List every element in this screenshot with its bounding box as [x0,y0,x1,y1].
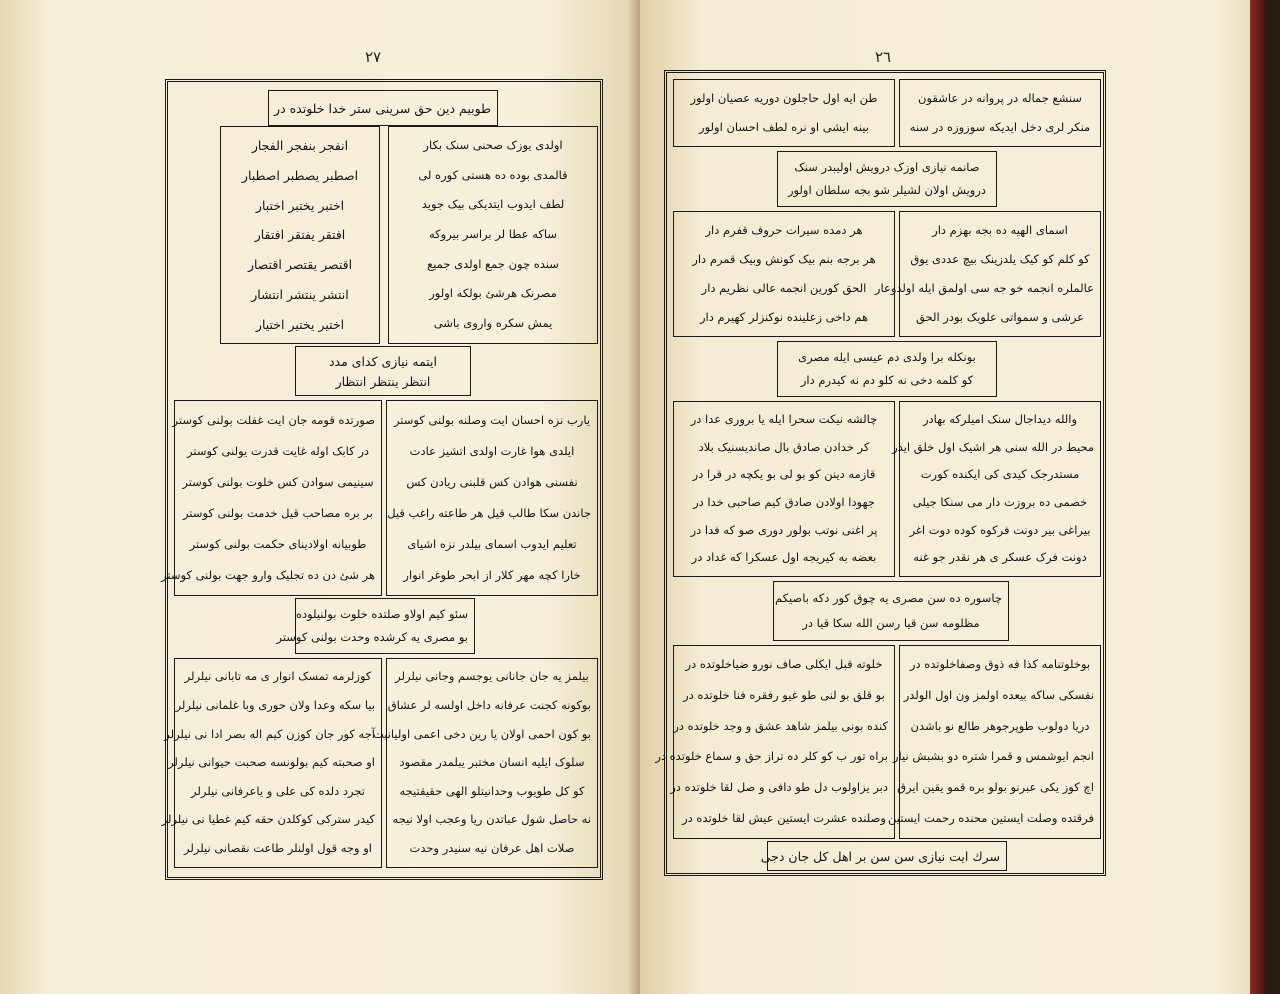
verse-line: اختبر یختبر اختبار [255,197,345,213]
column-right-cell [388,126,598,344]
text-frame [161,79,603,880]
verse-line: والله دیداجال سنک امیلرکه بهادر [922,411,1078,426]
verse-line: نه حاصل شول عباتدن ریا وعجب اولا نیجه [392,812,591,827]
column-right-cell [899,79,1101,147]
verse-line: قازمه دینن کو بو لی بو یکچه در قرا در [692,467,876,482]
verse-line: طن ایه اول حاجلون دوریه عصیان اولور [690,90,878,105]
verse-line: مظلومه سن قیا رسن الله سکا قیا در [802,615,980,630]
verse-line: طوبیم دین حق سرینی ستر خدا خلوتده در [274,100,491,116]
verse-line: اسمای الهیه ده بجه بهزم دار [932,222,1068,237]
page-number: ٢٦ [875,48,892,66]
verse-line: بعضه به کیریجه اول عسکرا که غداد در [691,550,877,565]
verse-line: بو قلق بو لنی طو غیو رفقره فنا خلوتده در [683,688,885,703]
verse-line: وصلنده عشرت ایستین عیش لقا خلوتده در [682,810,886,825]
verse-line: درویش اولان لشیلر شو بجه سلطان اولور [787,182,987,197]
verse-line: انجم ایوشمس و قمرا شتره دو بشبش نیار [892,749,1094,764]
verse-line: براه تور ب کو کلر ده تراز حق و سماع خلوتده در [655,749,888,764]
verse-line: هر دمده سیرات حروف قفرم دار [705,222,863,237]
verse-line: یمش سکره واروی باشی [433,316,553,331]
column-right-cell [372,658,598,868]
verse-line: الحق کورین انجمه عالی نظریم دار [701,280,867,295]
verse-line: دریا دولوب طوپرجوهر طالع نو باشدن [910,718,1090,733]
verse-line: بو مصری یه کرشده وحدت بولنی کوستر [276,629,468,644]
column-left-cell [673,211,895,337]
verse-line: کر خدادن صادق بال صاندیسنیک بلاد [698,439,870,454]
verse-line: خارا کچه مهر کلار از ابحر طوغر انوار [403,567,581,582]
verse-line: صورتده قومه جان ایت غفلت بولنی کوستر [172,412,375,427]
verse-line: سنشع جماله در پروانه در عاشقون [918,90,1082,105]
verse-line: هم داخی زعلینده نوکنزلر کهیرم دار [699,309,869,324]
verse-line: اولدی یوزک صحنی سنک بکار [423,137,563,152]
verse-line: چالشه نیکت سحرا ایله یا بروری عدا در [690,411,878,426]
header-cell [268,90,498,126]
verse-line: بیلمز یه جان جانانی یوجسم وجانی نیلرلر [395,669,589,684]
verse-line: بوکونه کجنت عرفانه داخل اولسه لر عشاق [387,697,591,712]
verse-line: ایتمه نیازی کدای مدد [328,353,438,369]
verse-line: دبر یزاولوب دل طو دافی و صل لقا خلوتده در [670,780,888,795]
column-right-cell [888,645,1101,839]
verse-line: سرك ایت نیازی سن سن بر اهل کل جان دجی [760,848,1000,864]
verse-line: انتظر ینتظر انتظار [335,373,431,389]
verse-line: او صحبته کیم بولونسه صحبت حیوانی نیلرلر [168,755,375,770]
verse-line: فرقتده وصلت ایستین محنده رحمت ایستین [888,810,1094,825]
verse-line: کو کلمه دخی نه کلو دم نه کیدرم دار [800,372,974,387]
column-right-cell [892,401,1101,577]
verse-line: کوزلرمه تمسک انوار ی مه تابانی نیلرلر [184,669,372,684]
verse-line: هر برجه بنم بیک کونش وبیک قمرم دار [692,251,876,266]
column-left-cell [220,126,380,344]
verse-line: لطف ایدوب ایتدیکی بیک جوید [421,197,565,212]
verse-line: اقتصر یقتصر اقتصار [247,257,353,273]
verse-line: دونت فرک عسکر ی هر نقدر جو غنه [913,550,1087,565]
center-box [295,346,471,396]
verse-line: اصطبر یصطبر اصطبار [241,168,359,184]
column-left-cell [673,401,895,577]
verse-line: سئو کیم اولاو صلتده خلوت بولنیلوده [295,606,468,621]
verse-line: کو کلم کو کیک یلدزینک بیچ عددی یوق [910,251,1090,266]
center-box [276,598,475,654]
verse-line: عرشی و سمواتی علویک بودر الحق [915,309,1085,324]
verse-line: کو کل طویوب وحدانیتلو الهی حقیقتیجه [399,783,585,798]
verse-line: بینه ایشی او نره لطف احسان اولور [699,119,869,134]
verse-line: انتشر ینتشر انتشار [251,286,349,302]
verse-line: یارب نزه احسان ایت وصلنه بولنی کوستر [393,412,591,427]
verse-line: هر شئ دن ده تجلیک وارو جهت بولنی کوستر [161,567,375,582]
verse-line: منکر لری دخل ایدیکه سوزوزه در سنه [909,119,1091,134]
verse-line: جاندن سکا طالب قیل هر طاعته راغب قیل [387,505,591,520]
verse-line: سنده چون جمع اولدی جمیع [427,256,559,271]
verse-line: محیط در الله سنی هر اشیک اول خلق ایدر [892,439,1094,454]
center-box [773,581,1009,641]
verse-line: ایلدی هوا غارت اولدی اتشیز عادت [409,443,575,458]
verse-line: تجرد دلده کی علی و یاعرفانی نیلرلر [191,783,365,798]
verse-line: افتقر یفتقر افتقار [254,227,346,243]
verse-line: پر اغنی نوتب بولور دوری صو که فدا در [690,522,878,537]
verse-line: بیراغی بیر دونت فرکوه کوده دوت اغر [909,522,1091,537]
verse-line: خصمی ده بروزت دار می سنکا جیلی [912,494,1088,509]
page-number: ٢٧ [365,48,382,66]
column-left-cell [673,79,895,147]
column-right-cell [386,400,598,596]
verse-line: انفجر بنفجر الفجار [251,138,349,154]
verse-line: چاسوره ده سن مصری یه چوق کور دکه باصیکم [774,590,1002,605]
verse-line: عالملره انجمه خو جه سی اولمق ایله اولدوعار [874,280,1094,295]
column-left-cell [161,400,382,596]
verse-line: اچ کوز یکی عبرنو بولو بره قمو یقین ایرق [897,780,1094,795]
verse-line: کیدر سترکی کوکلدن حقه کیم غطیا نی نیلرلر [161,812,375,827]
verse-line: اختیر یختیر اختیار [255,316,345,332]
verse-line: مستدرجک کیدی کی ایکنده کورت [920,467,1080,482]
verse-line: کنده بونی بیلمز شاهد عشق و وجد خلوتده در [673,718,888,733]
verse-line: جهودا اولادن صادق کیم صاحبی خدا در [693,494,875,509]
text-frame [655,70,1106,876]
column-left-cell [161,658,382,868]
verse-line: در کابک اوله غایت قدرت یولنی کوستر [187,443,369,458]
column-right-cell [874,211,1101,337]
verse-line: تعلیم ایدوب اسمای بیلدر نزه اشیای [407,536,577,551]
footer-cell [760,841,1007,871]
verse-line: او وجه قول اولنلر طاعت نقصانی نیلرلر [184,840,372,855]
verse-line: صلات اهل عرفان نیه سنیدر وحدت [409,840,575,855]
verse-line: بر بره مصاحب قیل خدمت بولنی کوستر [183,505,373,520]
verse-line: مصرنک هرشئ بولکه اولور [429,286,557,301]
verse-line: خلوته قبل ایکلی صاف نورو ضیاخلوتده در [685,657,883,672]
right-page [640,0,1265,994]
center-box [777,341,997,397]
verse-line: نفسنی هوادن کس قلبنی ریادن کس [406,474,578,489]
verse-line: بو کون احمی اولان یا رین دخی اعمی اولیانیت [372,726,591,741]
verse-line: نفسکی ساکه بیعده اولمز ون اول الولدر [903,688,1094,703]
verse-line: سینیمی سوادن کس خلوت بولنی کوستر [182,474,374,489]
verse-line: بوخلوتنامه کذا فه ذوق وصفاخلوتده در [909,657,1091,672]
verse-line: ساکه عطا لر براسر بیروکه [429,227,557,242]
verse-line: بیا سکه وعدا ولان حوری وبا غلمانی نیلرلر [175,697,375,712]
verse-line: بونکله برا ولدی دم عیسی ایله مصری [798,349,976,364]
center-box [777,151,997,207]
verse-line: سلوک ایلیه انسان مختبر یبلمدر مقصود [399,755,585,770]
verse-line: آجه کور جان کوزن کیم اله بصر ادا نی نیلرلر [164,726,375,741]
verse-line: قالمدی بوده ده هستی کوره لی [418,167,568,182]
book-edge [1250,0,1265,994]
verse-line: طوبیانه اولادینای حکمت بولنی کوستر [189,536,367,551]
column-left-cell [655,645,895,839]
verse-line: صانمه نیازی اوزک درویش اولیبدر سنک [794,159,980,174]
